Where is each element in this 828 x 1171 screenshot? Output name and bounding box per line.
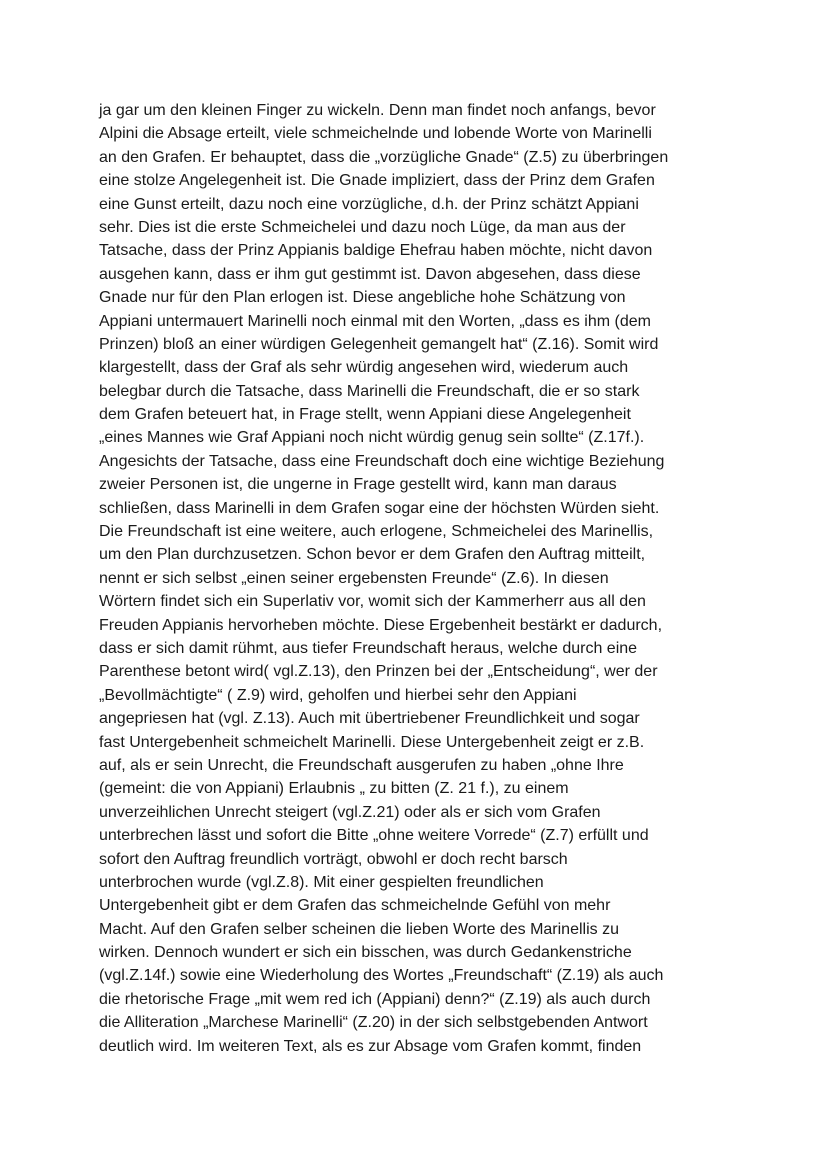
text-line: Freuden Appianis hervorheben möchte. Diese Ergebenheit bestärkt er dadurch, — [99, 616, 663, 634]
text-line: Macht. Auf den Grafen selber scheinen die lieben Worte des Marinellis zu — [99, 920, 619, 938]
text-line: sehr. Dies ist die erste Schmeichelei und dazu noch Lüge, da man aus der — [99, 218, 626, 236]
body-text — [99, 99, 739, 1058]
text-line: klargestellt, dass der Graf als sehr würdig angesehen wird, wiederum auch — [99, 359, 629, 377]
text-line: Appiani untermauert Marinelli noch einmal mit den Worten, „dass es ihm (dem — [99, 312, 651, 330]
text-line: (vgl.Z.14f.) sowie eine Wiederholung des Wortes „Freundschaft“ (Z.19) als auch — [99, 967, 664, 985]
text-line: die Alliteration „Marchese Marinelli“ (Z.20) in der sich selbstgebenden Antwort — [99, 1014, 648, 1032]
text-line: auf, als er sein Unrecht, die Freundschaft ausgerufen zu haben „ohne Ihre — [99, 756, 624, 774]
text-line: an den Grafen. Er behauptet, dass die „vorzügliche Gnade“ (Z.5) zu überbringen — [99, 148, 669, 166]
text-line: zweier Personen ist, die ungerne in Frage gestellt wird, kann man daraus — [99, 476, 617, 494]
text-line: eine stolze Angelegenheit ist. Die Gnade impliziert, dass der Prinz dem Grafen — [99, 172, 655, 190]
text-line: ausgehen kann, dass er ihm gut gestimmt ist. Davon abgesehen, dass diese — [99, 265, 641, 283]
text-line: Die Freundschaft ist eine weitere, auch erlogene, Schmeichelei des Marinellis, — [99, 523, 654, 541]
text-line: Gnade nur für den Plan erlogen ist. Diese angebliche hohe Schätzung von — [99, 289, 626, 307]
text-line: (gemeint: die von Appiani) Erlaubnis „ zu bitten (Z. 21 f.), zu einem — [99, 780, 569, 798]
text-line: eine Gunst erteilt, dazu noch eine vorzügliche, d.h. der Prinz schätzt Appiani — [99, 195, 639, 213]
text-line: Tatsache, dass der Prinz Appianis baldige Ehefrau haben möchte, nicht davon — [99, 242, 653, 260]
text-line: „eines Mannes wie Graf Appiani noch nicht würdig genug sein sollte“ (Z.17f.). — [99, 429, 645, 447]
text-line: unterbrochen wurde (vgl.Z.8). Mit einer gespielten freundlichen — [99, 873, 544, 891]
text-line: Prinzen) bloß an einer würdigen Gelegenheit gemangelt hat“ (Z.16). Somit wird — [99, 335, 659, 353]
text-line: unverzeihlichen Unrecht steigert (vgl.Z.21) oder als er sich vom Grafen — [99, 803, 601, 821]
text-line: die rhetorische Frage „mit wem red ich (Appiani) denn?“ (Z.19) als auch durch — [99, 990, 651, 1008]
text-line: deutlich wird. Im weiteren Text, als es zur Absage vom Grafen kommt, finden — [99, 1037, 642, 1055]
text-line: „Bevollmächtigte“ ( Z.9) wird, geholfen und hierbei sehr den Appiani — [99, 686, 577, 704]
text-line: Alpini die Absage erteilt, viele schmeichelnde und lobende Worte von Marinelli — [99, 125, 652, 143]
text-line: dem Grafen beteuert hat, in Frage stellt, wenn Appiani diese Angelegenheit — [99, 406, 631, 424]
text-line: Untergebenheit gibt er dem Grafen das schmeichelnde Gefühl von mehr — [99, 897, 611, 915]
text-line: sofort den Auftrag freundlich vorträgt, obwohl er doch recht barsch — [99, 850, 568, 868]
text-line: unterbrechen lässt und sofort die Bitte „ohne weitere Vorrede“ (Z.7) erfüllt und — [99, 827, 649, 845]
text-line: dass er sich damit rühmt, aus tiefer Freundschaft heraus, welche durch eine — [99, 639, 638, 657]
text-line: fast Untergebenheit schmeichelt Marinelli. Diese Untergebenheit zeigt er z.B. — [99, 733, 645, 751]
text-line: ja gar um den kleinen Finger zu wickeln. Denn man findet noch anfangs, bevor — [99, 102, 656, 119]
text-line: schließen, dass Marinelli in dem Grafen sogar eine der höchsten Würden sieht. — [99, 499, 660, 517]
text-line: belegbar durch die Tatsache, dass Marinelli die Freundschaft, die er so stark — [99, 382, 640, 400]
text-line: angepriesen hat (vgl. Z.13). Auch mit übertriebener Freundlichkeit und sogar — [99, 710, 640, 728]
text-line: Wörtern findet sich ein Superlativ vor, womit sich der Kammerherr aus all den — [99, 593, 646, 611]
text-line: um den Plan durchzusetzen. Schon bevor er dem Grafen den Auftrag mitteilt, — [99, 546, 646, 564]
text-line: nennt er sich selbst „einen seiner ergebensten Freunde“ (Z.6). In diesen — [99, 569, 609, 587]
text-line: Parenthese betont wird( vgl.Z.13), den Prinzen bei der „Entscheidung“, wer der — [99, 663, 658, 681]
text-line: wirken. Dennoch wundert er sich ein bisschen, was durch Gedankenstriche — [99, 944, 632, 962]
text-line: Angesichts der Tatsache, dass eine Freundschaft doch eine wichtige Beziehung — [99, 452, 665, 470]
